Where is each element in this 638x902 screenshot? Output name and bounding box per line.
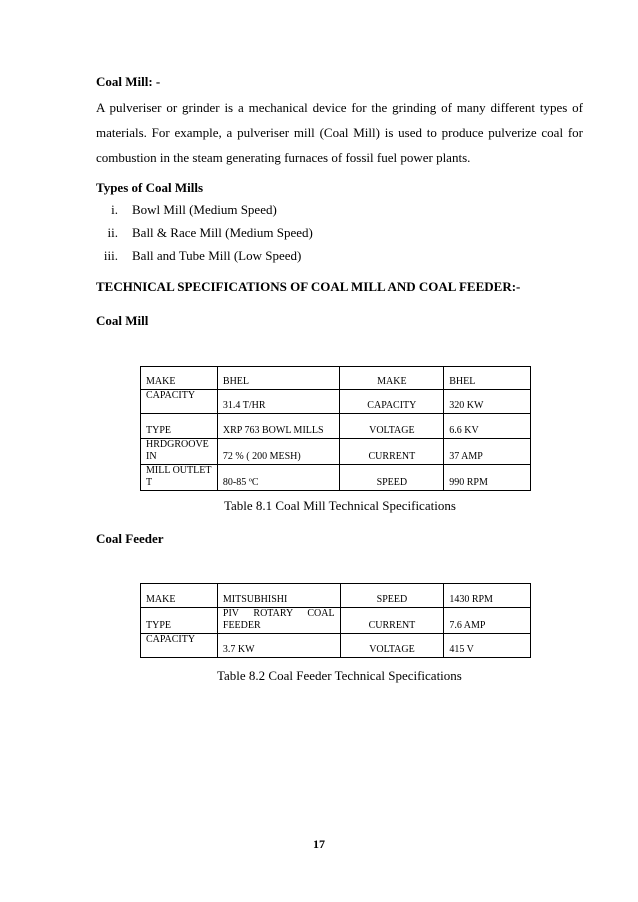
table-cell: BHEL	[444, 367, 531, 390]
table-cell: SPEED	[340, 584, 444, 608]
table-row	[141, 584, 531, 608]
coal-mill-subheading: Coal Mill	[96, 313, 149, 328]
list-number: iii.	[103, 248, 118, 263]
coal-mill-heading: Coal Mill: -	[96, 74, 161, 89]
table-cell: 37 AMP	[444, 439, 531, 465]
table-cell: MITSUBHISHI	[217, 584, 340, 608]
table-cell: VOLTAGE	[340, 414, 444, 439]
table-cell: 1430 RPM	[444, 584, 531, 608]
table-cell: 3.7 KW	[217, 634, 340, 658]
list-text: Ball and Tube Mill (Low Speed)	[132, 248, 302, 263]
list-text: Ball & Race Mill (Medium Speed)	[132, 225, 313, 240]
table-cell: 7.6 AMP	[444, 608, 531, 634]
table-caption: Table 8.1 Coal Mill Technical Specifications	[224, 498, 456, 513]
table-cell: 6.6 KV	[444, 414, 531, 439]
types-heading: Types of Coal Mills	[96, 180, 204, 195]
list-number: ii.	[107, 225, 118, 240]
table-cell: MAKE	[340, 367, 444, 390]
table-cell: MILL OUTLET T	[141, 465, 218, 491]
table-cell: CURRENT	[340, 439, 444, 465]
table-row	[141, 439, 531, 465]
page-number: 17	[313, 837, 325, 851]
table-cell: 415 V	[444, 634, 531, 658]
table-cell: CAPACITY	[141, 390, 218, 414]
table-cell: TYPE	[141, 608, 218, 634]
intro-paragraph: A pulveriser or grinder is a mechanical device for the grinding of many different types of materials. For example, a pulveriser mill (Coal Mill) is used to produce pulverize coal for combustion in the steam generating furnaces of fossil fuel power plants.	[96, 100, 583, 165]
coal-feeder-spec-table	[140, 583, 531, 658]
table-row	[141, 465, 531, 491]
table-cell: 990 RPM	[444, 465, 531, 491]
coal-feeder-subheading: Coal Feeder	[96, 531, 164, 546]
table-caption: Table 8.2 Coal Feeder Technical Specifications	[217, 668, 462, 683]
table-row	[141, 390, 531, 414]
table-row	[141, 367, 531, 390]
table-cell: MAKE	[141, 367, 218, 390]
table-cell: SPEED	[340, 465, 444, 491]
table-cell: HRDGROOVE IN	[141, 439, 218, 465]
table-cell: CAPACITY	[340, 390, 444, 414]
table-cell: XRP 763 BOWL MILLS	[217, 414, 340, 439]
tech-spec-heading: TECHNICAL SPECIFICATIONS OF COAL MILL AND COAL FEEDER:-	[96, 279, 521, 294]
table-cell: 72 % ( 200 MESH)	[217, 439, 340, 465]
table-cell: CURRENT	[340, 608, 444, 634]
table-cell: MAKE	[141, 584, 218, 608]
table-cell: TYPE	[141, 414, 218, 439]
table-cell: VOLTAGE	[340, 634, 444, 658]
table-cell: BHEL	[217, 367, 340, 390]
coal-mill-spec-table	[140, 366, 531, 491]
table-row	[141, 608, 531, 634]
table-row	[141, 634, 531, 658]
table-cell: 80-85 ºC	[217, 465, 340, 491]
table-cell: CAPACITY	[141, 634, 218, 658]
table-cell: PIV ROTARY COAL FEEDER	[217, 608, 340, 634]
table-cell: 320 KW	[444, 390, 531, 414]
list-text: Bowl Mill (Medium Speed)	[132, 202, 277, 217]
list-number: i.	[111, 202, 118, 217]
table-cell: 31.4 T/HR	[217, 390, 340, 414]
table-row	[141, 414, 531, 439]
